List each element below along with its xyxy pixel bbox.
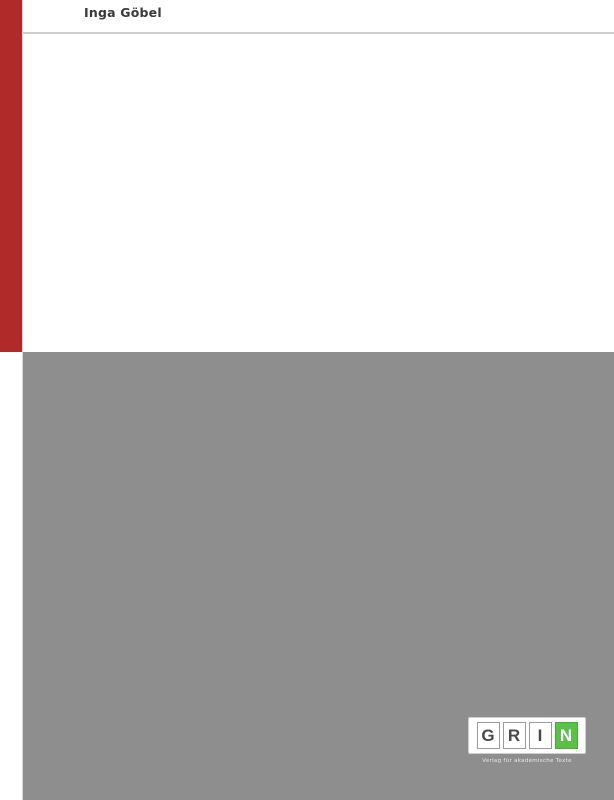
logo-letter-n: N — [555, 722, 578, 749]
author-name: Inga Göbel — [84, 5, 162, 20]
logo-letter-g: G — [477, 722, 500, 749]
cover-title-panel — [22, 34, 614, 352]
cover-spine-accent — [0, 0, 22, 352]
author-band — [0, 0, 614, 32]
logo-letter-i: I — [529, 722, 552, 749]
publisher-logo-box — [468, 717, 586, 754]
publisher-logo — [468, 717, 586, 764]
logo-letter-r: R — [503, 722, 526, 749]
publisher-caption: Verlag für akademische Texte — [482, 758, 572, 764]
author-divider — [0, 32, 614, 34]
